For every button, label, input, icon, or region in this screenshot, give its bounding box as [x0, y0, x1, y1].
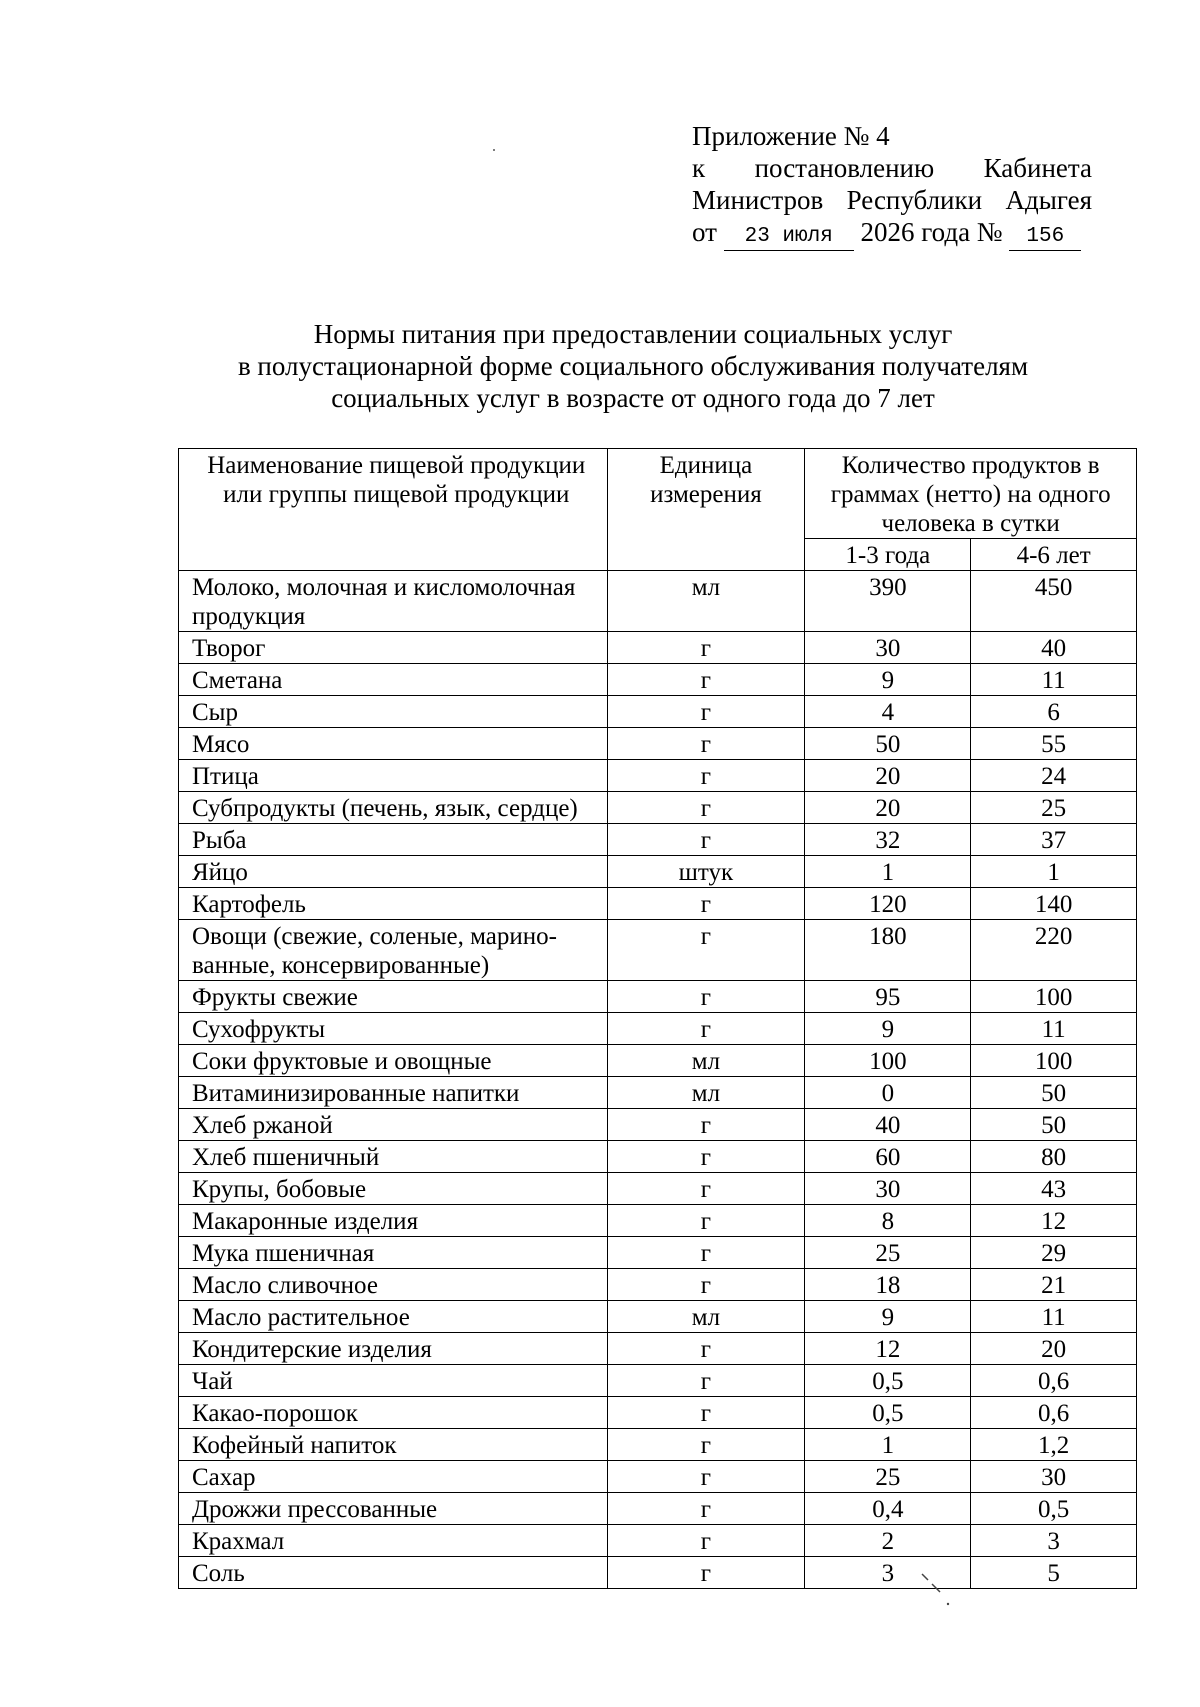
table-row: [179, 1141, 1137, 1173]
age-1-3-value-cell: 50: [805, 728, 971, 760]
product-name-cell: Масло растительное: [179, 1301, 608, 1333]
table-row: [179, 824, 1137, 856]
table-row: [179, 1269, 1137, 1301]
age-4-6-value-cell: 220: [971, 920, 1137, 981]
unit-cell: г: [607, 1493, 805, 1525]
age-4-6-value-cell: 0,6: [971, 1397, 1137, 1429]
table-header-row: [179, 449, 1137, 539]
unit-cell: г: [607, 1429, 805, 1461]
unit-cell: г: [607, 1461, 805, 1493]
unit-cell: г: [607, 1557, 805, 1589]
age-4-6-value-cell: 3: [971, 1525, 1137, 1557]
age-4-6-value-cell: 37: [971, 824, 1137, 856]
product-name-cell: Соки фруктовые и овощные: [179, 1045, 608, 1077]
unit-cell: г: [607, 888, 805, 920]
table-row: [179, 856, 1137, 888]
table-row: [179, 888, 1137, 920]
product-name-cell: Кофейный напиток: [179, 1429, 608, 1461]
table-row: [179, 1525, 1137, 1557]
table-row: [179, 1045, 1137, 1077]
header-age-4-6: 4-6 лет: [971, 539, 1137, 571]
age-4-6-value-cell: 0,6: [971, 1365, 1137, 1397]
unit-cell: мл: [607, 1301, 805, 1333]
unit-cell: г: [607, 632, 805, 664]
age-1-3-value-cell: 100: [805, 1045, 971, 1077]
product-name-cell: Масло сливочное: [179, 1269, 608, 1301]
age-1-3-value-cell: 32: [805, 824, 971, 856]
product-name-cell: Яйцо: [179, 856, 608, 888]
header-age-1-3: 1-3 года: [805, 539, 971, 571]
age-4-6-value-cell: 80: [971, 1141, 1137, 1173]
header-quantity: Количество продуктов в граммах (нетто) на одного человека в сутки: [805, 449, 1137, 539]
table-row: [179, 981, 1137, 1013]
age-4-6-value-cell: 50: [971, 1077, 1137, 1109]
product-name-cell: Овощи (свежие, соленые, марино-ванные, консервированные): [179, 920, 608, 981]
appendix-number: Приложение № 4: [692, 121, 890, 151]
age-1-3-value-cell: 9: [805, 1013, 971, 1045]
unit-cell: г: [607, 1397, 805, 1429]
product-name-cell: Мясо: [179, 728, 608, 760]
table-row: [179, 1365, 1137, 1397]
age-4-6-value-cell: 11: [971, 1301, 1137, 1333]
age-1-3-value-cell: 0,5: [805, 1397, 971, 1429]
age-4-6-value-cell: 5: [971, 1557, 1137, 1589]
unit-cell: мл: [607, 1045, 805, 1077]
unit-cell: мл: [607, 571, 805, 632]
product-name-cell: Сахар: [179, 1461, 608, 1493]
product-name-cell: Макаронные изделия: [179, 1205, 608, 1237]
table-row: [179, 632, 1137, 664]
unit-cell: г: [607, 1237, 805, 1269]
product-name-cell: Картофель: [179, 888, 608, 920]
table-row: [179, 1173, 1137, 1205]
product-name-cell: Крупы, бобовые: [179, 1173, 608, 1205]
age-1-3-value-cell: 8: [805, 1205, 971, 1237]
age-4-6-value-cell: 24: [971, 760, 1137, 792]
unit-cell: г: [607, 1205, 805, 1237]
age-4-6-value-cell: 40: [971, 632, 1137, 664]
word-adygea: Адыгея: [1005, 185, 1092, 215]
age-1-3-value-cell: 4: [805, 696, 971, 728]
product-name-cell: Чай: [179, 1365, 608, 1397]
unit-cell: г: [607, 1269, 805, 1301]
table-row: [179, 1301, 1137, 1333]
age-4-6-value-cell: 43: [971, 1173, 1137, 1205]
unit-cell: г: [607, 981, 805, 1013]
number-fill: 156: [1009, 224, 1081, 251]
unit-cell: г: [607, 1013, 805, 1045]
unit-cell: г: [607, 1333, 805, 1365]
date-fill: 23 июля: [724, 224, 854, 251]
unit-cell: г: [607, 1525, 805, 1557]
unit-cell: г: [607, 920, 805, 981]
document-title: [150, 318, 1116, 414]
unit-cell: г: [607, 1173, 805, 1205]
product-name-cell: Сухофрукты: [179, 1013, 608, 1045]
product-name-cell: Витаминизированные напитки: [179, 1077, 608, 1109]
table-row: [179, 1205, 1137, 1237]
age-1-3-value-cell: 20: [805, 792, 971, 824]
unit-cell: г: [607, 696, 805, 728]
unit-cell: штук: [607, 856, 805, 888]
table-row: [179, 1557, 1137, 1589]
age-1-3-value-cell: 120: [805, 888, 971, 920]
appendix-date-line: [692, 216, 1092, 251]
appendix-ministers-line: [692, 184, 1092, 216]
product-name-cell: Субпродукты (печень, язык, сердце): [179, 792, 608, 824]
word-ministers: Министров: [692, 185, 824, 215]
age-1-3-value-cell: 180: [805, 920, 971, 981]
table-row: [179, 1461, 1137, 1493]
product-name-cell: Творог: [179, 632, 608, 664]
age-1-3-value-cell: 25: [805, 1237, 971, 1269]
product-name-cell: Птица: [179, 760, 608, 792]
table-row: [179, 664, 1137, 696]
unit-cell: г: [607, 728, 805, 760]
age-1-3-value-cell: 60: [805, 1141, 971, 1173]
age-1-3-value-cell: 30: [805, 1173, 971, 1205]
age-4-6-value-cell: 25: [971, 792, 1137, 824]
age-1-3-value-cell: 390: [805, 571, 971, 632]
product-name-cell: Сметана: [179, 664, 608, 696]
age-4-6-value-cell: 100: [971, 1045, 1137, 1077]
unit-cell: г: [607, 664, 805, 696]
age-1-3-value-cell: 9: [805, 1301, 971, 1333]
age-4-6-value-cell: 20: [971, 1333, 1137, 1365]
product-name-cell: Хлеб ржаной: [179, 1109, 608, 1141]
age-1-3-value-cell: 20: [805, 760, 971, 792]
table-row: [179, 920, 1137, 981]
title-line-3: социальных услуг в возрасте от одного года до 7 лет: [331, 383, 935, 413]
appendix-resolution-line: [692, 152, 1092, 184]
age-4-6-value-cell: 11: [971, 1013, 1137, 1045]
word-republic: Республики: [846, 185, 983, 215]
age-1-3-value-cell: 1: [805, 1429, 971, 1461]
age-1-3-value-cell: 95: [805, 981, 971, 1013]
word-k: к: [692, 153, 706, 183]
table-row: [179, 696, 1137, 728]
date-prefix: от: [692, 217, 717, 247]
header-product-name: Наименование пищевой продукции или группы пищевой продукции: [179, 449, 608, 571]
unit-cell: г: [607, 1109, 805, 1141]
table-row: [179, 1013, 1137, 1045]
table-row: [179, 1077, 1137, 1109]
table-row: [179, 1397, 1137, 1429]
table-row: [179, 571, 1137, 632]
age-1-3-value-cell: 0,4: [805, 1493, 971, 1525]
unit-cell: г: [607, 792, 805, 824]
table-row: [179, 728, 1137, 760]
age-4-6-value-cell: 50: [971, 1109, 1137, 1141]
appendix-header: [692, 120, 1092, 251]
scan-marks: [918, 1570, 958, 1610]
age-4-6-value-cell: 21: [971, 1269, 1137, 1301]
table-row: [179, 1237, 1137, 1269]
product-name-cell: Рыба: [179, 824, 608, 856]
age-1-3-value-cell: 1: [805, 856, 971, 888]
product-name-cell: Молоко, молочная и кисломолочная продукция: [179, 571, 608, 632]
age-1-3-value-cell: 12: [805, 1333, 971, 1365]
product-name-cell: Соль: [179, 1557, 608, 1589]
age-4-6-value-cell: 100: [971, 981, 1137, 1013]
header-unit: Единица измерения: [607, 449, 805, 571]
product-name-cell: Какао-порошок: [179, 1397, 608, 1429]
product-name-cell: Кондитерские изделия: [179, 1333, 608, 1365]
age-4-6-value-cell: 12: [971, 1205, 1137, 1237]
year-number-label: 2026 года №: [860, 217, 1003, 247]
age-4-6-value-cell: 140: [971, 888, 1137, 920]
age-4-6-value-cell: 11: [971, 664, 1137, 696]
age-4-6-value-cell: 6: [971, 696, 1137, 728]
age-4-6-value-cell: 55: [971, 728, 1137, 760]
age-1-3-value-cell: 2: [805, 1525, 971, 1557]
age-4-6-value-cell: 1: [971, 856, 1137, 888]
unit-cell: г: [607, 1141, 805, 1173]
nutrition-norms-table: [178, 448, 1137, 1589]
unit-cell: г: [607, 824, 805, 856]
age-1-3-value-cell: 0,5: [805, 1365, 971, 1397]
age-4-6-value-cell: 0,5: [971, 1493, 1137, 1525]
age-4-6-value-cell: 1,2: [971, 1429, 1137, 1461]
age-1-3-value-cell: 25: [805, 1461, 971, 1493]
age-1-3-value-cell: 0: [805, 1077, 971, 1109]
product-name-cell: Дрожжи прессованные: [179, 1493, 608, 1525]
age-4-6-value-cell: 450: [971, 571, 1137, 632]
age-1-3-value-cell: 30: [805, 632, 971, 664]
table-body: [179, 571, 1137, 1589]
age-4-6-value-cell: 30: [971, 1461, 1137, 1493]
age-1-3-value-cell: 18: [805, 1269, 971, 1301]
unit-cell: г: [607, 760, 805, 792]
title-line-1: Нормы питания при предоставлении социальных услуг: [313, 319, 953, 349]
table-row: [179, 1109, 1137, 1141]
age-4-6-value-cell: 29: [971, 1237, 1137, 1269]
age-1-3-value-cell: 9: [805, 664, 971, 696]
unit-cell: мл: [607, 1077, 805, 1109]
word-resolution: постановлению: [754, 153, 935, 183]
age-1-3-value-cell: 40: [805, 1109, 971, 1141]
age-1-3-value-cell: 3: [805, 1557, 971, 1589]
table-row: [179, 792, 1137, 824]
word-cabinet: Кабинета: [983, 153, 1092, 183]
product-name-cell: Крахмал: [179, 1525, 608, 1557]
unit-cell: г: [607, 1365, 805, 1397]
title-line-2: в полустационарной форме социального обслуживания получателям: [237, 351, 1029, 381]
scan-speck: [493, 149, 495, 151]
table-row: [179, 760, 1137, 792]
product-name-cell: Мука пшеничная: [179, 1237, 608, 1269]
product-name-cell: Сыр: [179, 696, 608, 728]
product-name-cell: Хлеб пшеничный: [179, 1141, 608, 1173]
product-name-cell: Фрукты свежие: [179, 981, 608, 1013]
table-row: [179, 1493, 1137, 1525]
table-row: [179, 1333, 1137, 1365]
table-row: [179, 1429, 1137, 1461]
